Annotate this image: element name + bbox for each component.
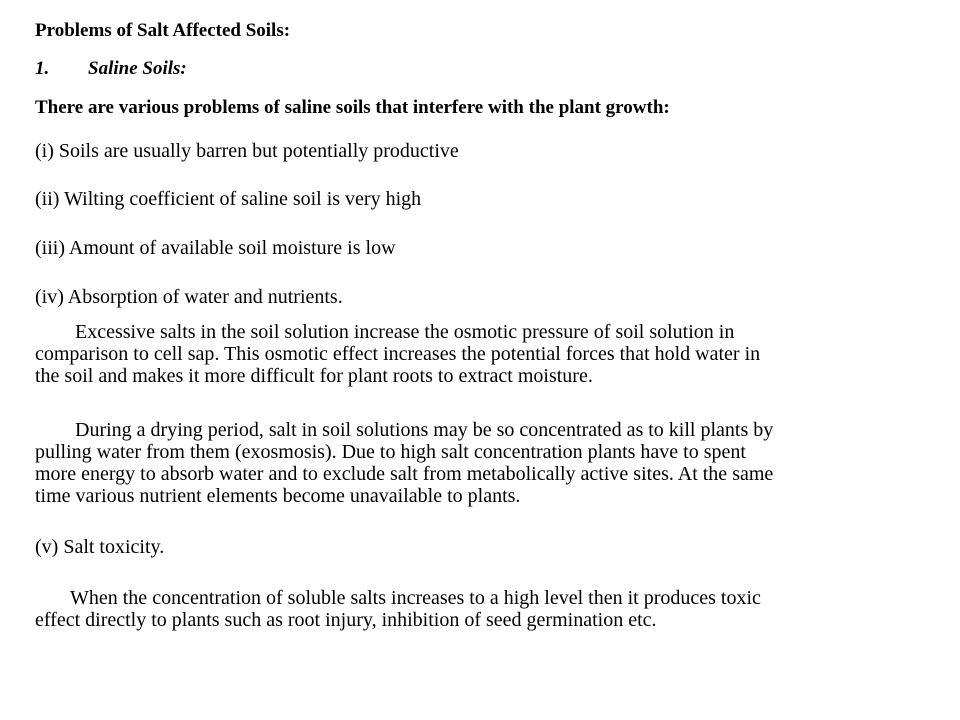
- problem-item-2: (ii) Wilting coefficient of saline soil is very high: [35, 188, 422, 210]
- paragraph-line: During a drying period, salt in soil solutions may be so concentrated as to kill plants by: [75, 419, 774, 441]
- problem-item-3: (iii) Amount of available soil moisture is low: [35, 237, 396, 259]
- paragraph-line: time various nutrient elements become unavailable to plants.: [35, 485, 521, 507]
- section-title: Saline Soils:: [88, 58, 187, 79]
- section-number: 1.: [35, 58, 50, 79]
- paragraph-drying-period: [35, 419, 935, 507]
- paragraph-line: comparison to cell sap. This osmotic effect increases the potential forces that hold water in: [35, 343, 761, 365]
- paragraph-line: effect directly to plants such as root injury, inhibition of seed germination etc.: [35, 609, 657, 631]
- paragraph-osmotic-pressure: [35, 321, 935, 387]
- intro-statement: There are various problems of saline soils that interfere with the plant growth:: [35, 97, 670, 118]
- page-title: Problems of Salt Affected Soils:: [35, 20, 291, 41]
- paragraph-salt-toxicity: [35, 587, 935, 631]
- paragraph-line: Excessive salts in the soil solution increase the osmotic pressure of soil solution in: [75, 321, 735, 343]
- problem-item-5: (v) Salt toxicity.: [35, 536, 165, 558]
- paragraph-line: the soil and makes it more difficult for plant roots to extract moisture.: [35, 365, 593, 387]
- paragraph-line: more energy to absorb water and to exclude salt from metabolically active sites. At the same: [35, 463, 774, 485]
- section-heading: [35, 58, 187, 80]
- paragraph-line: When the concentration of soluble salts increases to a high level then it produces toxic: [70, 587, 761, 609]
- problem-item-4: (iv) Absorption of water and nutrients.: [35, 286, 343, 308]
- problem-item-1: (i) Soils are usually barren but potentially productive: [35, 140, 459, 162]
- paragraph-line: pulling water from them (exosmosis). Due to high salt concentration plants have to spent: [35, 441, 746, 463]
